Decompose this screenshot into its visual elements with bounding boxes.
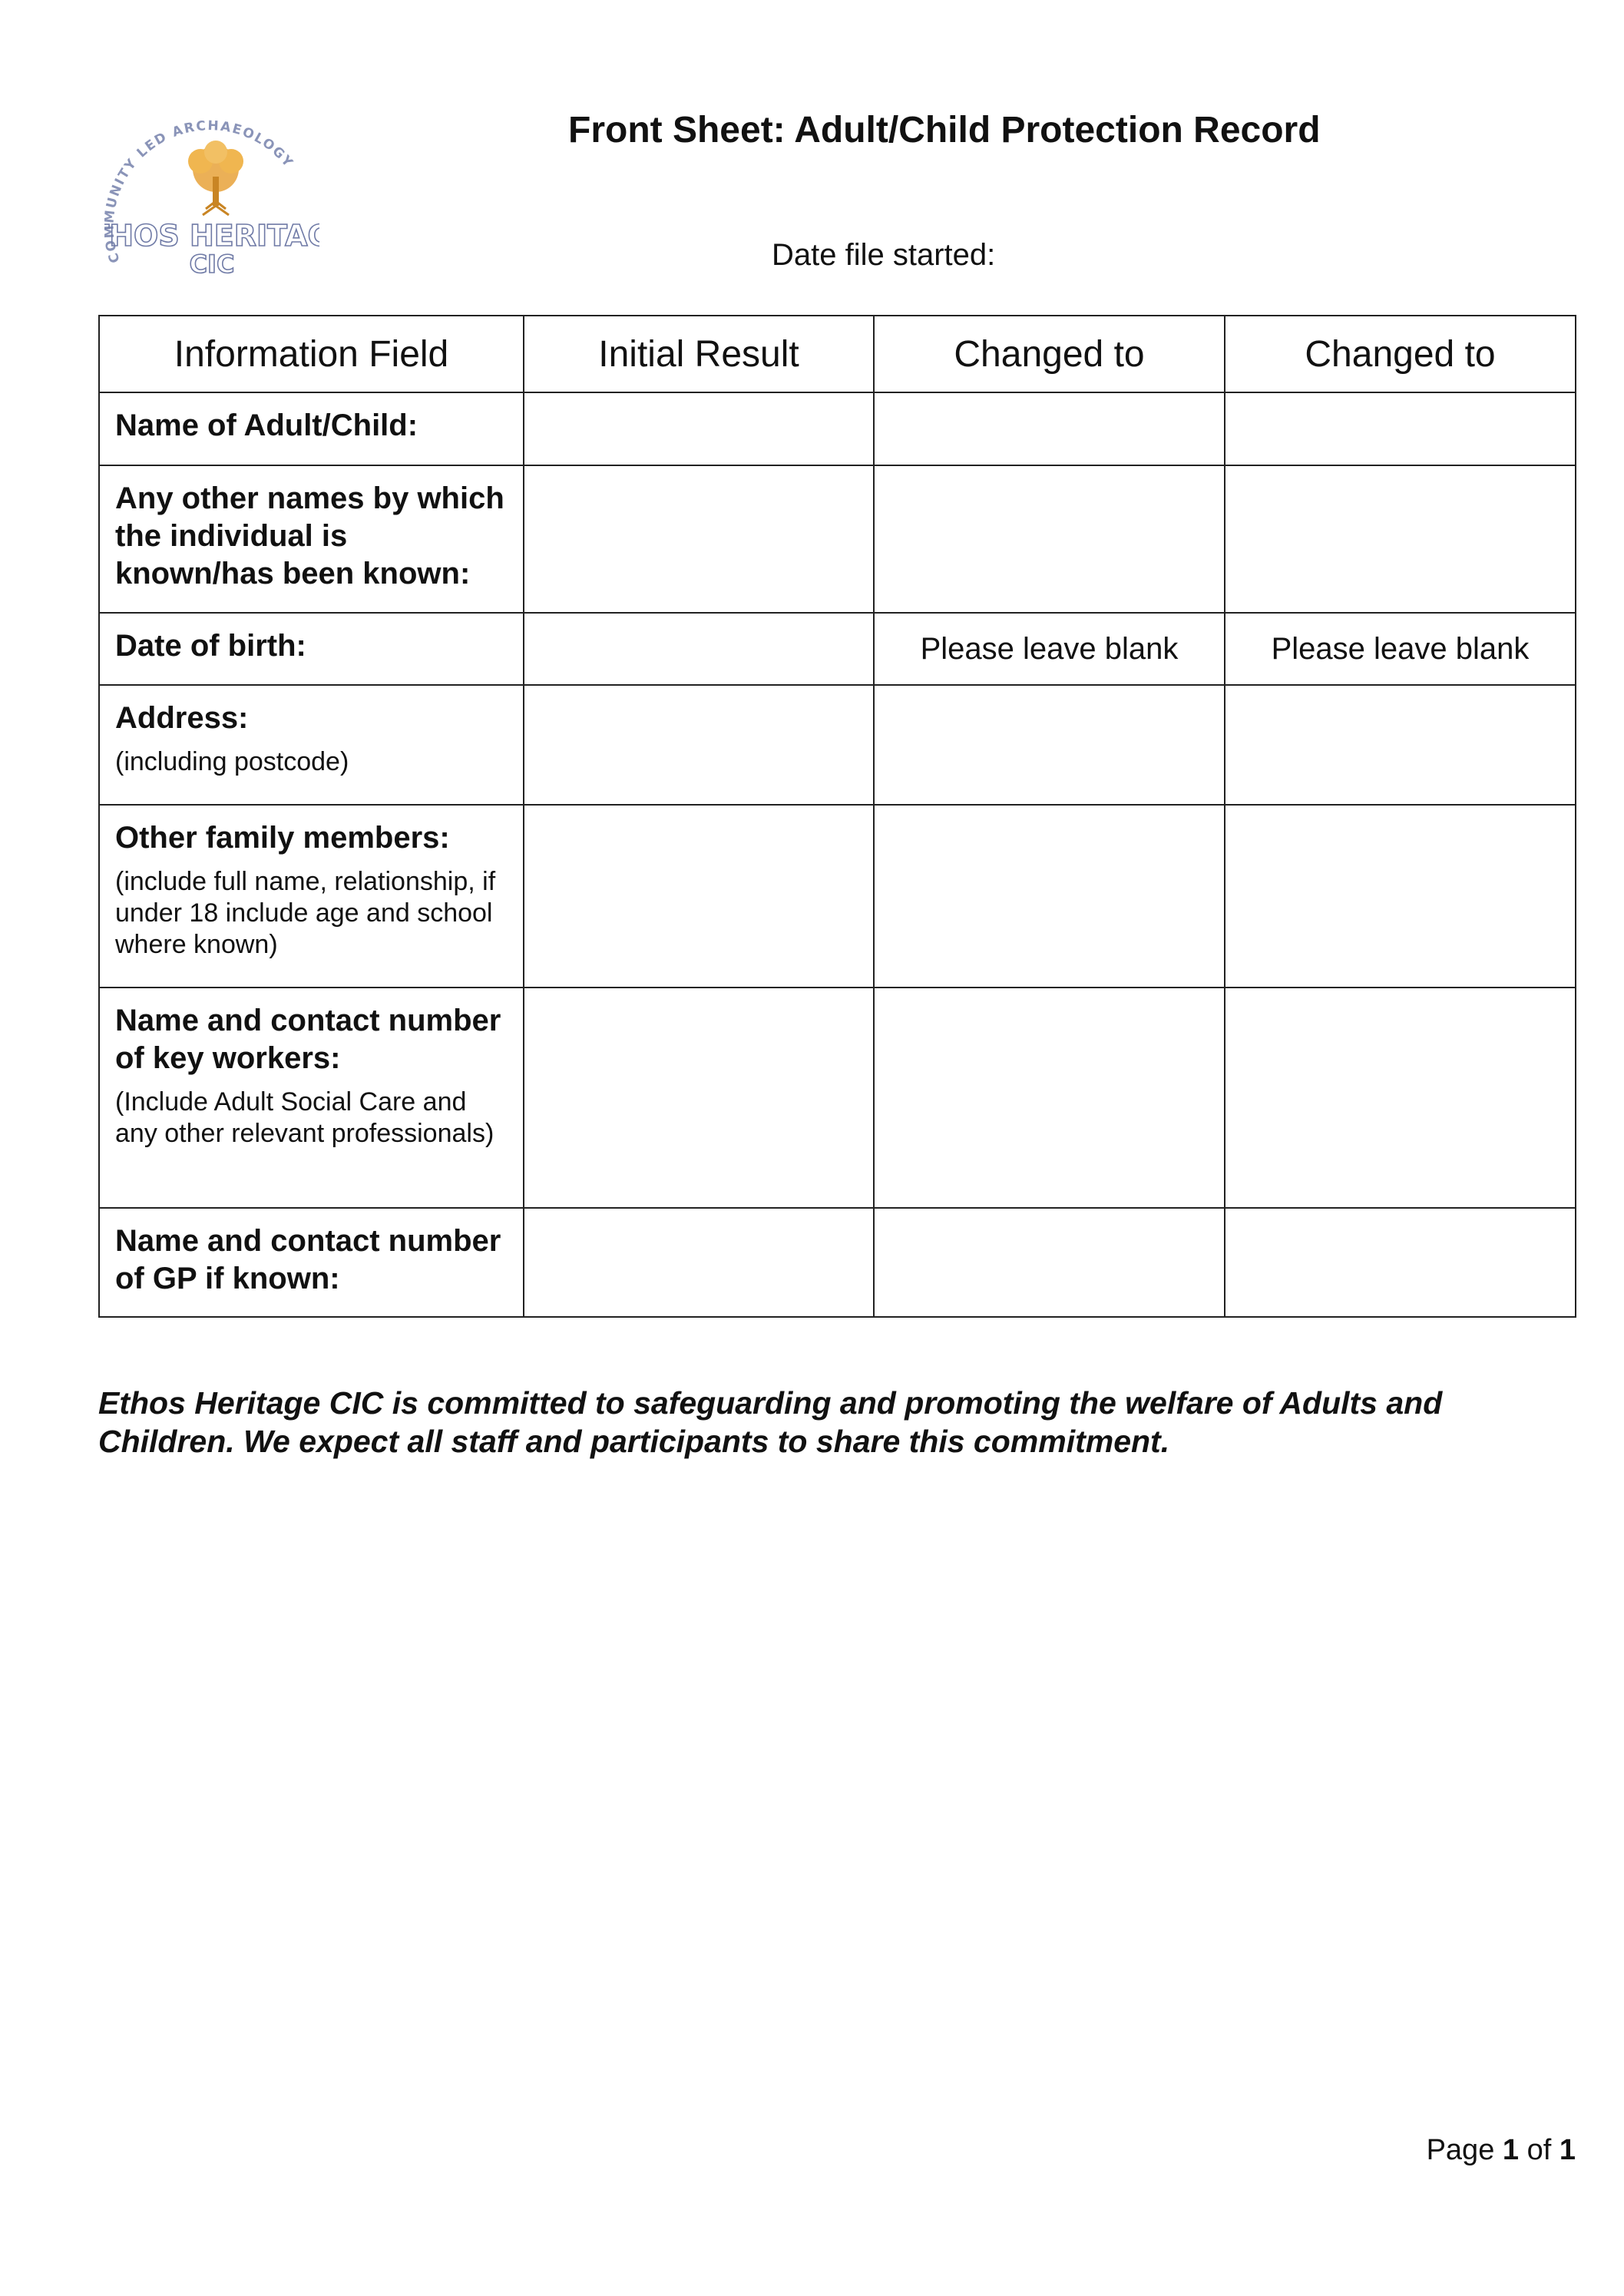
field-cell xyxy=(99,1208,524,1317)
table-row xyxy=(99,988,1576,1208)
table-row xyxy=(99,685,1576,805)
table-row xyxy=(99,1208,1576,1317)
page-total: 1 xyxy=(1559,2134,1576,2166)
changed-to-cell[interactable] xyxy=(1225,465,1576,613)
logo-name-line2: CIC xyxy=(189,250,235,276)
changed-to-cell[interactable] xyxy=(874,988,1225,1208)
field-title: Any other names by which the individual is known/has been known: xyxy=(115,481,504,591)
field-note: (include full name, relationship, if under 18 include age and school where known) xyxy=(115,867,496,959)
field-title: Address: xyxy=(115,701,249,735)
field-cell xyxy=(99,613,524,685)
header-information-field: Information Field xyxy=(99,316,524,392)
logo-arc-text: C UNITY LED ARCHAEOLOGY xyxy=(104,118,296,265)
changed-to-cell[interactable] xyxy=(1225,685,1576,805)
field-cell xyxy=(99,988,524,1208)
changed-to-cell[interactable] xyxy=(874,805,1225,988)
page-footer xyxy=(1427,2132,1576,2169)
field-cell xyxy=(99,685,524,805)
field-title: Name and contact number of key workers: xyxy=(115,1004,501,1075)
field-title: Date of birth: xyxy=(115,629,306,663)
header-initial-result: Initial Result xyxy=(524,316,874,392)
initial-result-cell[interactable] xyxy=(524,805,874,988)
changed-to-cell[interactable] xyxy=(874,392,1225,465)
initial-result-cell[interactable] xyxy=(524,613,874,685)
table-header-row xyxy=(99,316,1576,392)
page-title: Front Sheet: Adult/Child Protection Record xyxy=(568,110,1321,151)
field-cell xyxy=(99,392,524,465)
initial-result-cell[interactable] xyxy=(524,988,874,1208)
changed-to-cell[interactable] xyxy=(874,465,1225,613)
header-changed-to-2: Changed to xyxy=(1225,316,1576,392)
changed-to-cell[interactable] xyxy=(1225,805,1576,988)
field-title: Other family members: xyxy=(115,821,450,855)
logo-name-line1: HOS HERITA xyxy=(109,219,308,253)
organisation-logo xyxy=(104,115,319,276)
changed-to-cell[interactable] xyxy=(1225,392,1576,465)
header-changed-to-1: Changed to xyxy=(874,316,1225,392)
table-row xyxy=(99,465,1576,613)
table-row xyxy=(99,613,1576,685)
tree-icon xyxy=(188,141,243,215)
initial-result-cell[interactable] xyxy=(524,465,874,613)
initial-result-cell[interactable] xyxy=(524,392,874,465)
initial-result-cell[interactable] xyxy=(524,1208,874,1317)
changed-to-cell[interactable] xyxy=(874,1208,1225,1317)
changed-to-cell[interactable] xyxy=(1225,1208,1576,1317)
changed-to-cell[interactable] xyxy=(1225,988,1576,1208)
protection-record-table xyxy=(98,315,1576,1318)
changed-to-cell[interactable] xyxy=(874,685,1225,805)
page-number: 1 xyxy=(1502,2134,1520,2166)
field-note: (Include Adult Social Care and any other relevant professionals) xyxy=(115,1087,494,1148)
page-word: Page xyxy=(1426,2134,1495,2166)
table-row xyxy=(99,805,1576,988)
field-title: Name and contact number of GP if known: xyxy=(115,1224,501,1295)
initial-result-cell[interactable] xyxy=(524,685,874,805)
date-file-started-label: Date file started: xyxy=(772,238,996,272)
field-cell xyxy=(99,465,524,613)
field-title: Name of Adult/Child: xyxy=(115,409,418,442)
field-note: (including postcode) xyxy=(115,747,349,776)
of-word: of xyxy=(1526,2134,1552,2166)
logo-graphic xyxy=(104,115,319,276)
changed-to-cell: Please leave blank xyxy=(1225,613,1576,685)
table-row xyxy=(99,392,1576,465)
changed-to-cell: Please leave blank xyxy=(874,613,1225,685)
safeguarding-commitment: Ethos Heritage CIC is committed to safeguarding and promoting the welfare of Adults and Children. We expect all staff and participants to share this commitment. xyxy=(98,1385,1443,1459)
field-cell xyxy=(99,805,524,988)
